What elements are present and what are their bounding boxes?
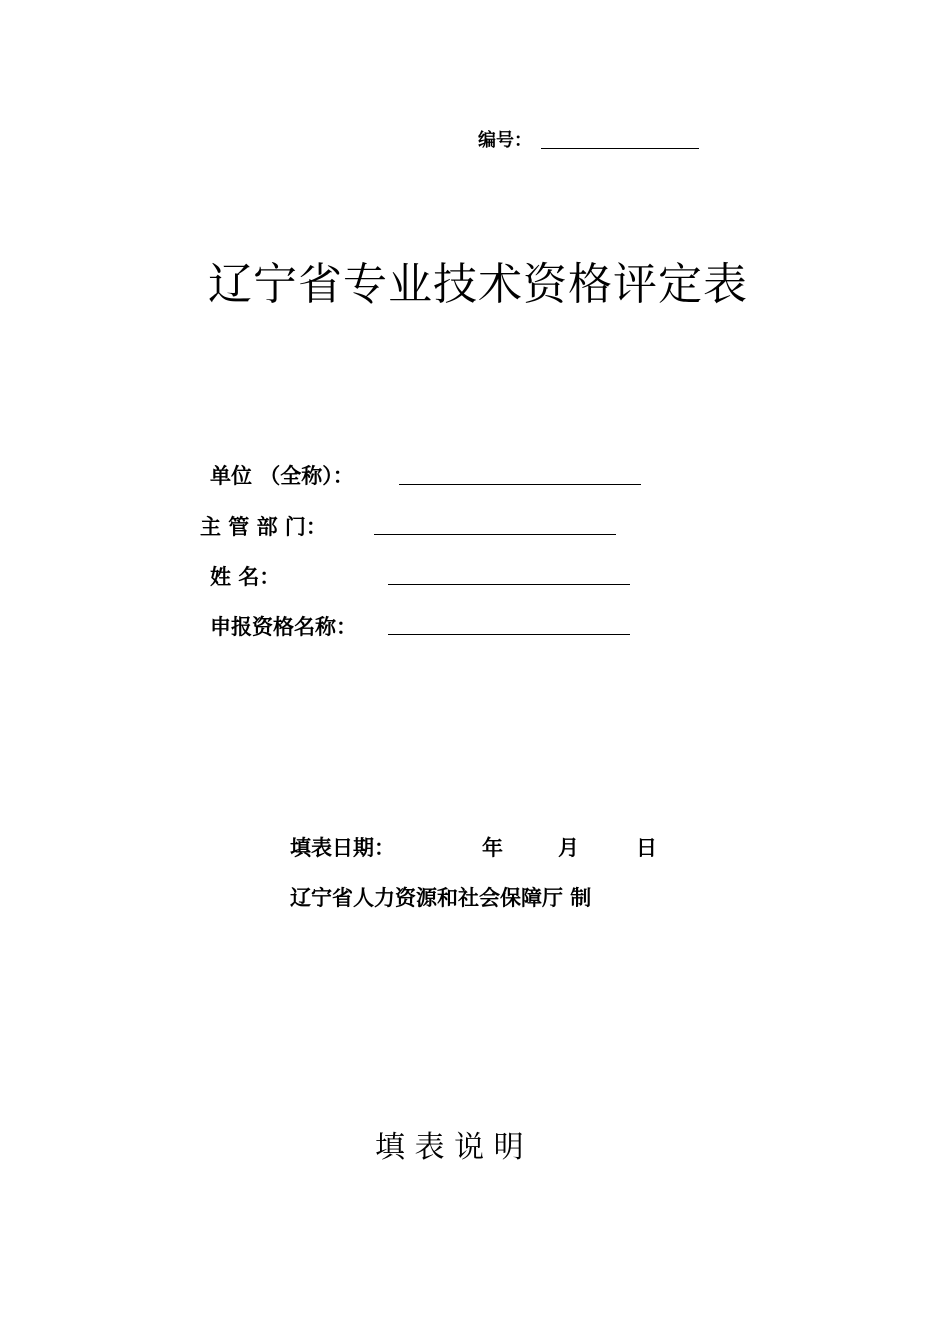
- serial-number-label: 编号：: [478, 130, 532, 151]
- qualification-label: 申报资格名称：: [210, 615, 357, 639]
- department-blank[interactable]: [374, 534, 616, 535]
- document-title: 辽宁省专业技术资格评定表: [208, 259, 748, 310]
- unit-blank[interactable]: [399, 484, 641, 485]
- unit-label: 单位 （全称）：: [210, 464, 354, 488]
- fill-date-month: 月: [558, 836, 579, 860]
- fill-date-day: 日: [636, 836, 657, 860]
- fill-date-year: 年: [482, 836, 503, 860]
- name-blank[interactable]: [388, 584, 630, 585]
- instructions-heading: 填 表 说 明: [375, 1130, 524, 1165]
- serial-number-blank[interactable]: [541, 148, 699, 149]
- fill-date-label: 填表日期：: [290, 836, 395, 860]
- issuer-text: 辽宁省人力资源和社会保障厅 制: [290, 886, 592, 910]
- qualification-blank[interactable]: [388, 634, 630, 635]
- name-label: 姓 名：: [210, 565, 281, 589]
- department-label: 主 管 部 门：: [200, 515, 327, 539]
